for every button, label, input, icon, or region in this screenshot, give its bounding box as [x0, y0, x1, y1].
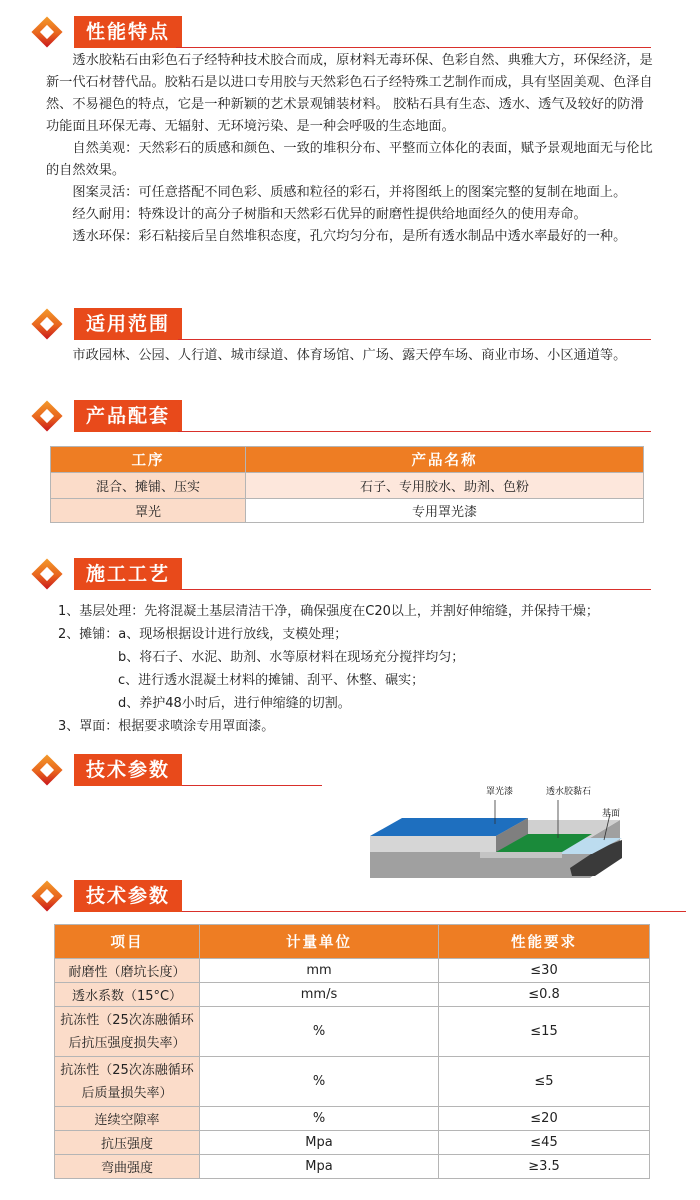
table-header — [51, 447, 644, 473]
cell: % — [200, 1057, 439, 1107]
table-row — [55, 1057, 650, 1107]
cell: ≤30 — [439, 959, 650, 983]
cell: ≤15 — [439, 1007, 650, 1057]
process-step-2c: c、进行透水混凝土材料的摊铺、刮平、休整、碾实； — [118, 673, 425, 688]
feature-pattern: 图案灵活：可任意搭配不同色彩、质感和粒径的彩石，并将图纸上的图案完整的复制在地面上。 — [72, 185, 627, 200]
table-row — [55, 1107, 650, 1131]
section-title: 适用范围 — [74, 308, 182, 340]
divider — [176, 47, 651, 48]
layer-diagram — [360, 778, 690, 898]
diamond-icon — [31, 16, 62, 47]
cell: 抗冻性（25次冻融循环后质量损失率） — [55, 1057, 200, 1107]
feature-permeable: 透水环保：彩石粘接后呈自然堆积态度，孔穴均匀分布，是所有透水制品中透水率最好的一种。 — [72, 229, 627, 244]
divider — [182, 911, 686, 912]
header-cell: 工序 — [51, 447, 246, 473]
diamond-icon — [31, 558, 62, 589]
cell: 罩光 — [51, 499, 246, 523]
table-row — [55, 1131, 650, 1155]
diamond-icon — [31, 754, 62, 785]
label-topcoat: 罩光漆 — [486, 787, 514, 797]
cell: mm/s — [200, 983, 439, 1007]
kit-table — [50, 446, 644, 523]
divider — [178, 431, 651, 432]
table-row — [55, 1155, 650, 1179]
feature-durable: 经久耐用：特殊设计的高分子树脂和天然彩石优异的耐磨性提供给地面经久的使用寿命。 — [72, 207, 587, 222]
cell: ≤45 — [439, 1131, 650, 1155]
features-intro: 透水胶粘石由彩色石子经特种技术胶合而成，原材料无毒环保、色彩自然、典雅大方，环保经济，是新一代石材替代品。胶粘石是以进口专用胶与天然彩色石子经特殊工艺制作而成，具有坚固美观、色泽自然、不易褪色的特点，它是一种新颖的艺术景观铺装材料。 胶粘石具有生态、透水、透气及较好的防滑功能面且环保无毒、无辐射、无环境污染、是一种会呼吸的生态地面。 — [46, 53, 653, 134]
diamond-icon — [31, 400, 62, 431]
cell: ≤0.8 — [439, 983, 650, 1007]
diamond-icon — [31, 308, 62, 339]
divider — [182, 785, 322, 786]
divider — [178, 339, 651, 340]
table-row — [55, 959, 650, 983]
header-cell: 项目 — [55, 925, 200, 959]
stone-front — [480, 852, 562, 858]
scope-list: 市政园林、公园、人行道、城市绿道、体育场馆、广场、露天停车场、商业市场、小区通道等。 — [72, 348, 627, 363]
cell: % — [200, 1107, 439, 1131]
header-cell: 计量单位 — [200, 925, 439, 959]
header-cell: 性能要求 — [439, 925, 650, 959]
section-title: 技术参数 — [74, 880, 182, 912]
cell: 抗压强度 — [55, 1131, 200, 1155]
process-step-2d: d、养护48小时后，进行伸缩缝的切割。 — [118, 696, 351, 711]
cell: 连续空隙率 — [55, 1107, 200, 1131]
cell: 石子、专用胶水、助剂、色粉 — [246, 473, 644, 499]
section-title: 性能特点 — [74, 16, 182, 48]
cell: 弯曲强度 — [55, 1155, 200, 1179]
table-row — [51, 499, 644, 523]
cell: 专用罩光漆 — [246, 499, 644, 523]
topcoat-front — [370, 836, 496, 852]
table-row — [55, 1007, 650, 1057]
table-header — [55, 925, 650, 959]
label-base: 基面 — [602, 809, 621, 819]
feature-natural: 自然美观：天然彩石的质感和颜色、一致的堆积分布、平整而立体化的表面，赋予景观地面无与伦比的自然效果。 — [46, 141, 653, 178]
cell: 抗冻性（25次冻融循环后抗压强度损失率） — [55, 1007, 200, 1057]
cell: Mpa — [200, 1131, 439, 1155]
cell: % — [200, 1007, 439, 1057]
cell: ≤20 — [439, 1107, 650, 1131]
header-cell: 产品名称 — [246, 447, 644, 473]
cell: 透水系数（15°C） — [55, 983, 200, 1007]
section-title: 技术参数 — [74, 754, 182, 786]
table-row — [51, 473, 644, 499]
features-text — [46, 50, 656, 248]
section-title: 产品配套 — [74, 400, 182, 432]
cell: 混合、摊铺、压实 — [51, 473, 246, 499]
params-table — [54, 924, 650, 1179]
process-step-2: 2、摊铺：a、现场根据设计进行放线，支模处理； — [58, 627, 348, 642]
process-step-1: 1、基层处理：先将混凝土基层清洁干净，确保强度在C20以上，并割好伸缩缝，并保持干燥； — [58, 604, 599, 619]
scope-text — [46, 345, 656, 367]
label-stone: 透水胶黏石 — [546, 787, 592, 797]
table-row — [55, 983, 650, 1007]
cell: ≤5 — [439, 1057, 650, 1107]
section-title: 施工工艺 — [74, 558, 182, 590]
cell: 耐磨性（磨坑长度） — [55, 959, 200, 983]
process-step-2b: b、将石子、水泥、助剂、水等原材料在现场充分搅拌均匀； — [118, 650, 465, 665]
divider — [180, 589, 651, 590]
cell: mm — [200, 959, 439, 983]
diamond-icon — [31, 880, 62, 911]
cell: ≥3.5 — [439, 1155, 650, 1179]
cell: Mpa — [200, 1155, 439, 1179]
process-step-3: 3、罩面：根据要求喷涂专用罩面漆。 — [58, 719, 275, 734]
